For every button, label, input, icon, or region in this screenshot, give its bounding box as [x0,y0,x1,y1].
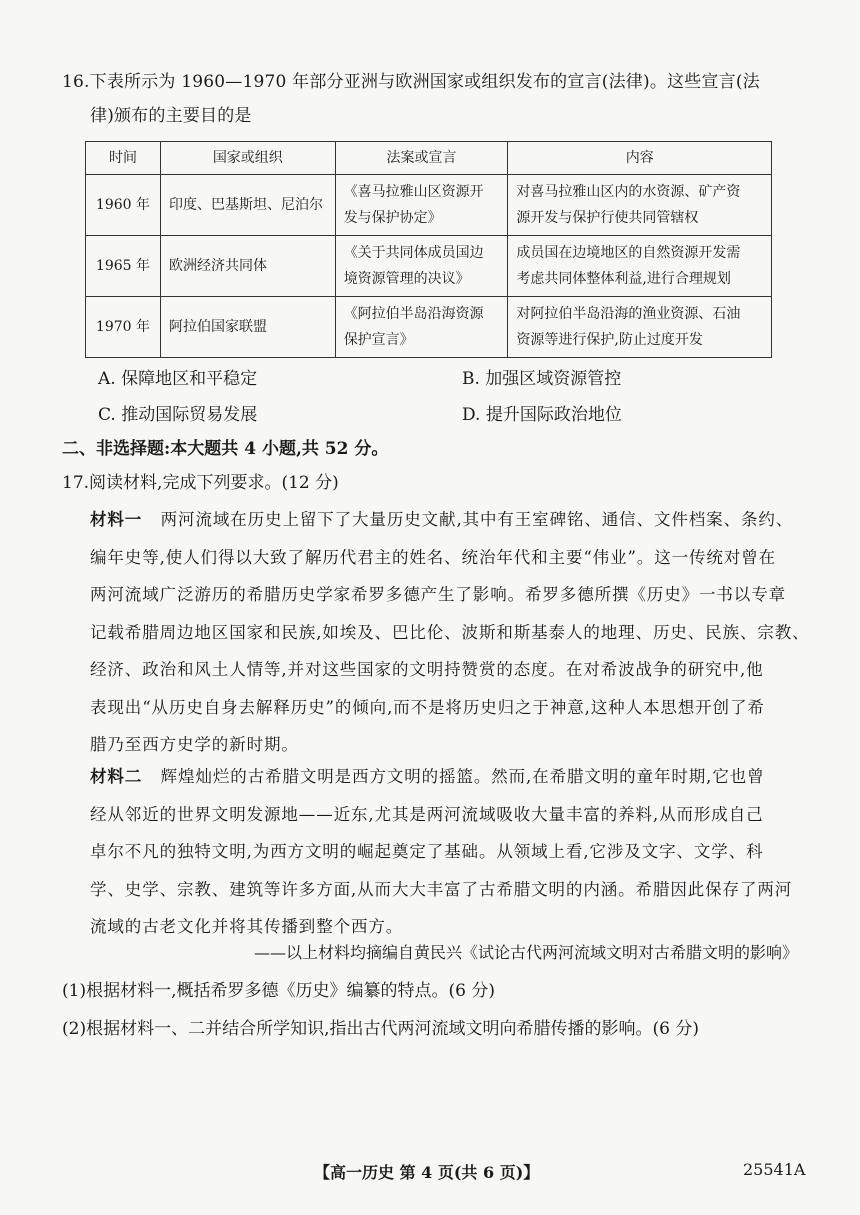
cell-law [335,175,508,236]
cell-law-line: 发与保护协定》 [343,210,442,226]
material-two [90,758,792,946]
q17-title: 17.阅读材料,完成下列要求。(12 分) [62,473,339,493]
q16-table [85,141,772,358]
cell-content-line: 对阿拉伯半岛沿海的渔业资源、石油 [516,306,741,322]
material-one [90,501,810,764]
cell-content-line: 成员国在边境地区的自然资源开发需 [516,245,741,261]
cell-law [335,236,508,297]
sub-question-2: (2)根据材料一、二并结合所学知识,指出古代两河流域文明向希腊传播的影响。(6 分) [62,1019,699,1039]
cell-content-line: 源开发与保护行使共同管辖权 [516,210,699,226]
table-header: 法案或宣言 [335,142,508,175]
table-header: 国家或组织 [160,142,335,175]
cell-org: 阿拉伯国家联盟 [160,297,335,358]
material-line: 记载希腊周边地区国家和民族,如埃及、巴比伦、波斯和斯基泰人的地理、历史、民族、宗教、 [90,622,810,642]
table-header: 内容 [508,142,772,175]
table-row [86,297,772,358]
option-b[interactable]: B. 加强区域资源管控 [462,369,622,389]
cell-content-line: 考虑共同体整体利益,进行合理规划 [516,271,731,287]
table-row [86,175,772,236]
material-line: 表现出“从历史自身去解释历史”的倾向,而不是将历史归之于神意,这种人本思想开创了希 [90,697,765,717]
q16-stem-line2: 律)颁布的主要目的是 [90,106,252,126]
cell-time: 1965 年 [86,236,161,297]
sub-question-1: (1)根据材料一,概括希罗多德《历史》编纂的特点。(6 分) [62,981,495,1001]
cell-org: 欧洲经济共同体 [160,236,335,297]
option-c[interactable]: C. 推动国际贸易发展 [98,405,258,425]
material-line: 流域的古老文化并将其传播到整个西方。 [90,917,404,936]
material-line: 两河流域广泛游历的希腊历史学家希罗多德产生了影响。希罗多德所撰《历史》一书以专章 [90,585,786,604]
material-line: 学、史学、宗教、建筑等许多方面,从而大大丰富了古希腊文明的内涵。希腊因此保存了两河 [90,879,793,899]
cell-time: 1960 年 [86,175,161,236]
table-header-row [86,142,772,175]
material-text: 辉煌灿烂的古希腊文明是西方文明的摇篮。然而,在希腊文明的童年时期,它也曾 [160,767,765,786]
table-row [86,236,772,297]
material-line: 经从邻近的世界文明发源地——近东,尤其是两河流域吸收大量丰富的养料,从而形成自己 [90,804,764,824]
source-citation: ——以上材料均摘编自黄民兴《试论古代两河流域文明对古希腊文明的影响》 [253,943,798,962]
material-line: 编年史等,使人们得以大致了解历代君主的姓名、统治年代和主要“伟业”。这一传统对曾在 [90,547,777,567]
cell-content-line: 对喜马拉雅山区内的水资源、矿产资 [516,184,741,200]
material-line: 卓尔不凡的独特文明,为西方文明的崛起奠定了基础。从领域上看,它涉及文字、文学、科 [90,842,764,861]
cell-org: 印度、巴基斯坦、尼泊尔 [160,175,335,236]
material-line: 经济、政治和风土人情等,并对这些国家的文明持赞赏的态度。在对希波战争的研究中,他 [90,660,764,679]
cell-law-line: 《关于共同体成员国边 [343,245,484,261]
material-line: 腊乃至西方史学的新时期。 [90,735,299,754]
material-line [90,501,810,539]
cell-time: 1970 年 [86,297,161,358]
cell-content [508,175,772,236]
cell-law-line: 保护宣言》 [343,332,414,348]
cell-law-line: 境资源管理的决议》 [343,271,470,287]
q16-stem-line1: 16.下表所示为 1960—1970 年部分亚洲与欧洲国家或组织发布的宣言(法律)。这些宣言(法 [62,72,760,92]
table-header: 时间 [86,142,161,175]
cell-law [335,297,508,358]
exam-code: 25541A [743,1160,806,1179]
cell-law-line: 《喜马拉雅山区资源开 [343,184,484,200]
cell-content-line: 资源等进行保护,防止过度开发 [516,332,703,348]
cell-law-line: 《阿拉伯半岛沿海资源 [343,306,484,322]
cell-content [508,297,772,358]
material-two-label: 材料二 [90,767,143,786]
section-heading: 二、非选择题:本大题共 4 小题,共 52 分。 [62,439,389,459]
cell-content [508,236,772,297]
material-line [90,758,792,796]
material-text: 两河流域在历史上留下了大量历史文献,其中有王室碑铭、通信、文件档案、条约、 [160,510,794,529]
option-d[interactable]: D. 提升国际政治地位 [462,405,622,425]
page-footer: 【高一历史 第 4 页(共 6 页)】 [314,1163,540,1182]
option-a[interactable]: A. 保障地区和平稳定 [98,369,258,389]
material-one-label: 材料一 [90,510,143,529]
